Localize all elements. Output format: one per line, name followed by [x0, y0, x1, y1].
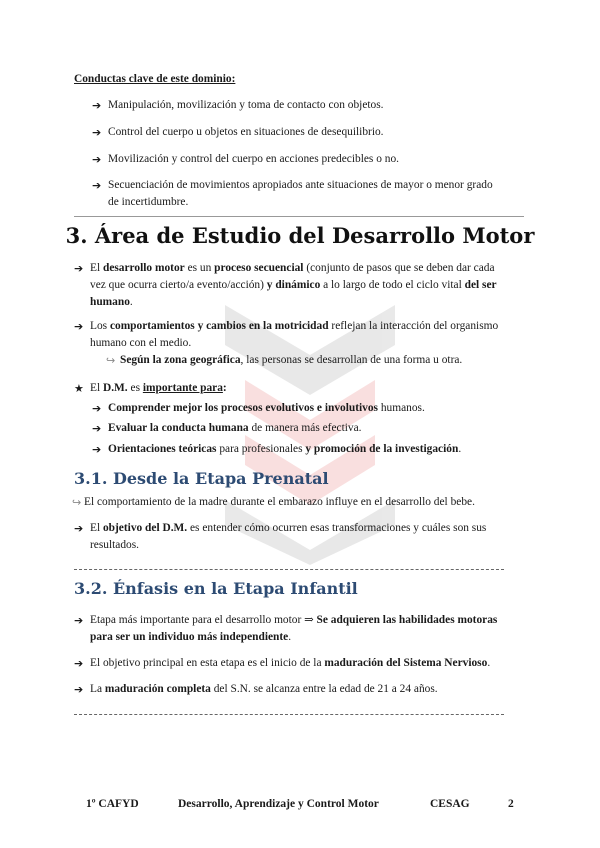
sub-note-geographic: Según la zona geográfica, las personas se desarrollan de una forma u otra.	[120, 354, 463, 366]
arrow-icon: ➔	[74, 262, 84, 275]
hook-arrow-icon: ↪	[72, 496, 82, 509]
list-item: Orientaciones teóricas para profesionales y promoción de la investigación.	[108, 443, 462, 455]
arrow-icon: ➔	[92, 179, 102, 192]
list-item: Movilización y control del cuerpo en acciones predecibles o no.	[108, 153, 399, 165]
paragraph-infant-stage: Etapa más importante para el desarrollo motor ⇒ Se adquieren las habilidades motoras para ser un individuo más independiente.	[90, 614, 498, 643]
dashed-divider	[74, 569, 504, 570]
arrow-icon: ➔	[92, 443, 102, 456]
list-item-continuation: de incertidumbre.	[108, 196, 189, 208]
section-title: 3. Área de Estudio del Desarrollo Motor	[65, 223, 535, 248]
arrow-icon: ➔	[92, 126, 102, 139]
arrow-icon: ➔	[74, 522, 84, 535]
paragraph-maturation: La maduración completa del S.N. se alcanza entre la edad de 21 a 24 años.	[90, 683, 438, 695]
footer-school: CESAG	[430, 798, 470, 810]
list-item: Control del cuerpo u objetos en situaciones de desequilibrio.	[108, 126, 384, 138]
page-number: 2	[508, 798, 514, 810]
arrow-icon: ➔	[92, 402, 102, 415]
arrow-icon: ➔	[74, 683, 84, 696]
footer-subject: Desarrollo, Aprendizaje y Control Motor	[178, 798, 379, 810]
subsection-title-infant: 3.2. Énfasis en la Etapa Infantil	[74, 579, 358, 598]
paragraph-importance: El D.M. es importante para:	[90, 382, 227, 394]
star-icon: ★	[74, 382, 84, 395]
list-item: Secuenciación de movimientos apropiados ante situaciones de mayor o menor grado	[108, 179, 493, 191]
horizontal-rule	[74, 216, 524, 217]
arrow-icon: ➔	[74, 320, 84, 333]
paragraph-behaviors: Los comportamientos y cambios en la motricidad reflejan la interacción del organismo humano con el medio.	[90, 320, 499, 349]
arrow-icon: ➔	[92, 153, 102, 166]
dashed-divider	[74, 714, 504, 715]
prenatal-note: El comportamiento de la madre durante el embarazo influye en el desarrollo del bebe.	[84, 496, 475, 508]
list-item: Manipulación, movilización y toma de contacto con objetos.	[108, 99, 384, 111]
list-item: Evaluar la conducta humana de manera más efectiva.	[108, 422, 362, 434]
key-behaviors-heading: Conductas clave de este dominio:	[74, 73, 236, 85]
paragraph-objective: El objetivo del D.M. es entender cómo ocurren esas transformaciones y cuáles son sus resultados.	[90, 522, 487, 551]
hook-arrow-icon: ↪	[106, 354, 116, 367]
list-item: Comprender mejor los procesos evolutivos e involutivos humanos.	[108, 402, 425, 414]
footer-course: 1º CAFYD	[86, 798, 139, 810]
arrow-icon: ➔	[92, 422, 102, 435]
arrow-icon: ➔	[74, 614, 84, 627]
paragraph-nervous-system: El objetivo principal en esta etapa es el inicio de la maduración del Sistema Nervioso.	[90, 657, 491, 669]
arrow-icon: ➔	[74, 657, 84, 670]
arrow-icon: ➔	[92, 99, 102, 112]
paragraph-motor-development: El desarrollo motor es un proceso secuencial (conjunto de pasos que se deben dar cada vez que ocurra cierto/a evento/acción) y dinámico a lo largo de todo el ciclo vital del ser humano.	[90, 262, 497, 308]
subsection-title-prenatal: 3.1. Desde la Etapa Prenatal	[74, 469, 329, 488]
